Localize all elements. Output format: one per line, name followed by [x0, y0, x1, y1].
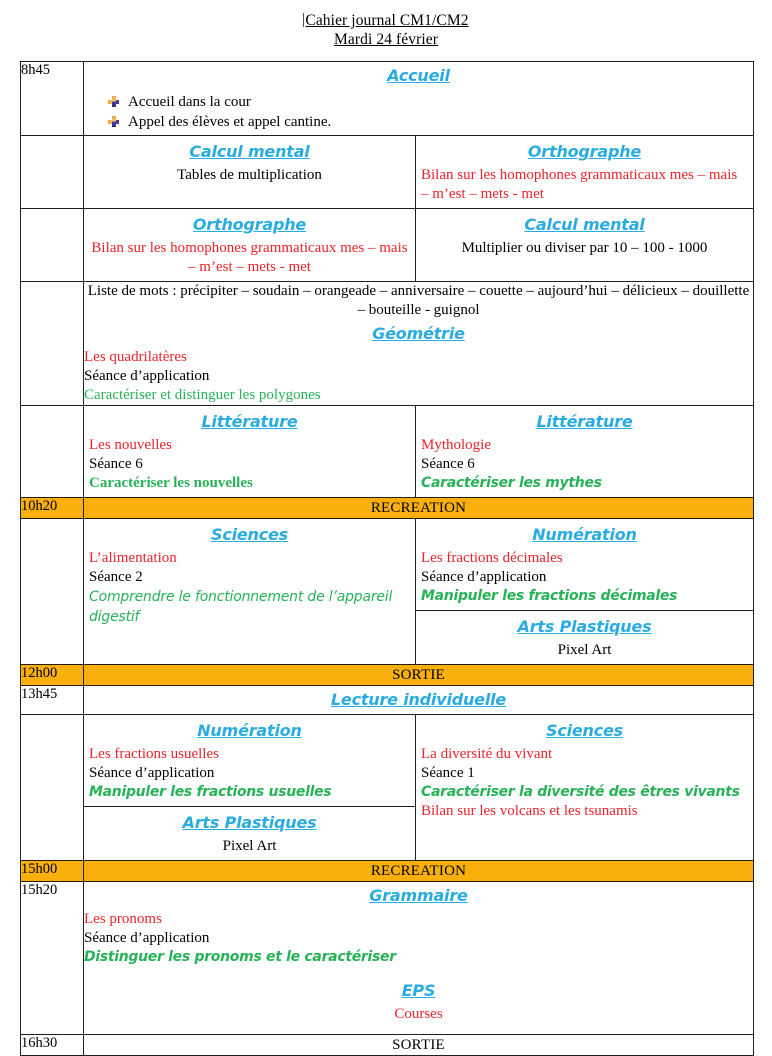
activity-cell — [84, 282, 754, 406]
group-column-left — [84, 136, 416, 208]
subject-heading: Sciences — [211, 525, 288, 544]
time-cell: 13h45 — [21, 686, 84, 715]
activity-subcell — [416, 611, 753, 664]
activity-topic: La diversité du vivant — [421, 746, 553, 762]
activity-cell — [84, 209, 754, 282]
time-cell — [21, 519, 84, 665]
activity-session: Séance d’application — [421, 569, 547, 585]
activity-cell — [84, 882, 754, 1035]
subject-heading: Arts Plastiques — [182, 813, 317, 832]
table-row — [21, 136, 754, 209]
subject-heading: Sciences — [546, 721, 623, 740]
time-cell: 15h00 — [21, 861, 84, 882]
activity-session: Séance d’application — [84, 368, 210, 384]
group-column-right — [416, 136, 754, 208]
activity-cell — [84, 686, 754, 715]
activity-topic: Les fractions décimales — [421, 550, 563, 566]
activity-objective: Caractériser les mythes — [421, 475, 602, 491]
table-row — [21, 665, 754, 686]
word-list: Liste de mots : précipiter – soudain – orangeade – anniversaire – couette – aujourd’hui – délicieux – douillette – bouteille - guignol — [87, 283, 750, 318]
time-cell: 8h45 — [21, 62, 84, 136]
subject-heading: Littérature — [201, 412, 298, 431]
subject-heading: Calcul mental — [189, 142, 310, 161]
activity-session: Séance 6 — [421, 456, 475, 472]
cross-bullet-icon — [108, 116, 119, 127]
activity-topic: Les nouvelles — [89, 437, 172, 453]
activity-cell — [84, 136, 754, 209]
activity-subcell — [84, 807, 415, 860]
subject-heading: Numération — [197, 721, 302, 740]
activity-session: Séance 2 — [89, 569, 143, 585]
time-cell — [21, 209, 84, 282]
cross-bullet-icon — [108, 96, 119, 107]
subject-heading: Numération — [532, 525, 637, 544]
activity-objective: Caractériser la diversité des êtres vivants — [421, 784, 740, 800]
activity-objective: Caractériser et distinguer les polygones — [84, 387, 321, 403]
activity-detail: Multiplier ou diviser par 10 – 100 - 1000 — [461, 240, 708, 256]
activity-objective: Manipuler les fractions décimales — [421, 588, 678, 604]
group-column-left — [84, 406, 416, 497]
subject-heading: Calcul mental — [524, 215, 645, 234]
group-column-left — [84, 209, 416, 281]
activity-cell — [84, 519, 754, 665]
time-cell: 15h20 — [21, 882, 84, 1035]
table-row — [21, 282, 754, 406]
subject-heading: Orthographe — [527, 142, 642, 161]
table-row — [21, 498, 754, 519]
subject-heading: Lecture individuelle — [330, 690, 507, 709]
activity-detail: Pixel Art — [557, 642, 612, 658]
subject-heading: EPS — [401, 981, 436, 1000]
table-row — [21, 209, 754, 282]
activity-session: Séance 1 — [421, 765, 475, 781]
activity-detail: Bilan sur les homophones grammaticaux mes – mais – m’est – mets - met — [421, 167, 738, 202]
activity-cell — [84, 715, 754, 861]
activity-objective: Comprendre le fonctionnement de l’appareil digestif — [89, 589, 393, 625]
table-row — [21, 861, 754, 882]
dismissal-banner: SORTIE — [84, 1035, 754, 1056]
bullet-list — [84, 90, 753, 135]
group-column-right — [416, 519, 754, 664]
activity-session: Séance 6 — [89, 456, 143, 472]
document-header — [0, 0, 772, 49]
time-cell: 12h00 — [21, 665, 84, 686]
daily-schedule-table — [20, 61, 754, 1056]
table-row — [21, 882, 754, 1035]
activity-subcell — [84, 715, 415, 807]
list-item-label: Appel des élèves et appel cantine. — [128, 114, 332, 130]
activity-objective: Distinguer les pronoms et le caractériser — [84, 949, 396, 965]
document-date: Mardi 24 février — [333, 31, 439, 48]
table-row — [21, 715, 754, 861]
time-cell: 10h20 — [21, 498, 84, 519]
table-row — [21, 686, 754, 715]
time-cell: 16h30 — [21, 1035, 84, 1056]
time-cell — [21, 715, 84, 861]
activity-detail: Bilan sur les homophones grammaticaux mes – mais – m’est – mets - met — [91, 240, 408, 275]
subject-heading: Grammaire — [369, 886, 468, 905]
table-row — [21, 406, 754, 498]
table-row — [21, 519, 754, 665]
activity-detail: Pixel Art — [222, 838, 277, 854]
table-row — [21, 62, 754, 136]
group-column-right — [416, 406, 754, 497]
activity-subcell — [416, 519, 753, 611]
activity-topic: L’alimentation — [89, 550, 177, 566]
group-column-right — [416, 715, 754, 860]
subject-heading: Arts Plastiques — [517, 617, 652, 636]
group-column-left — [84, 715, 416, 860]
list-item — [108, 112, 753, 132]
activity-cell — [84, 62, 754, 136]
activity-topic: Mythologie — [421, 437, 491, 453]
subject-heading: Orthographe — [192, 215, 307, 234]
activity-detail: Tables de multiplication — [177, 167, 322, 183]
activity-topic: Courses — [394, 1006, 443, 1022]
table-row — [21, 1035, 754, 1056]
activity-cell — [84, 406, 754, 498]
activity-session: Séance d’application — [84, 930, 210, 946]
activity-topic: Les pronoms — [84, 911, 162, 927]
break-banner: RECREATION — [84, 861, 754, 882]
activity-extra: Bilan sur les volcans et les tsunamis — [421, 803, 638, 819]
group-column-right — [416, 209, 754, 281]
activity-session: Séance d’application — [89, 765, 215, 781]
subject-heading: Géométrie — [372, 324, 465, 343]
activity-objective: Manipuler les fractions usuelles — [89, 784, 332, 800]
activity-objective: Caractériser les nouvelles — [89, 475, 253, 491]
dismissal-banner: SORTIE — [84, 665, 754, 686]
list-item — [108, 92, 753, 112]
page-title: Cahier journal CM1/CM2 — [305, 12, 469, 29]
time-cell — [21, 282, 84, 406]
break-banner: RECREATION — [84, 498, 754, 519]
subject-heading: Littérature — [536, 412, 633, 431]
activity-topic: Les quadrilatères — [84, 349, 187, 365]
subject-heading: Accueil — [387, 66, 450, 85]
list-item-label: Accueil dans la cour — [128, 94, 251, 110]
group-column-left — [84, 519, 416, 664]
time-cell — [21, 406, 84, 498]
activity-topic: Les fractions usuelles — [89, 746, 219, 762]
time-cell — [21, 136, 84, 209]
